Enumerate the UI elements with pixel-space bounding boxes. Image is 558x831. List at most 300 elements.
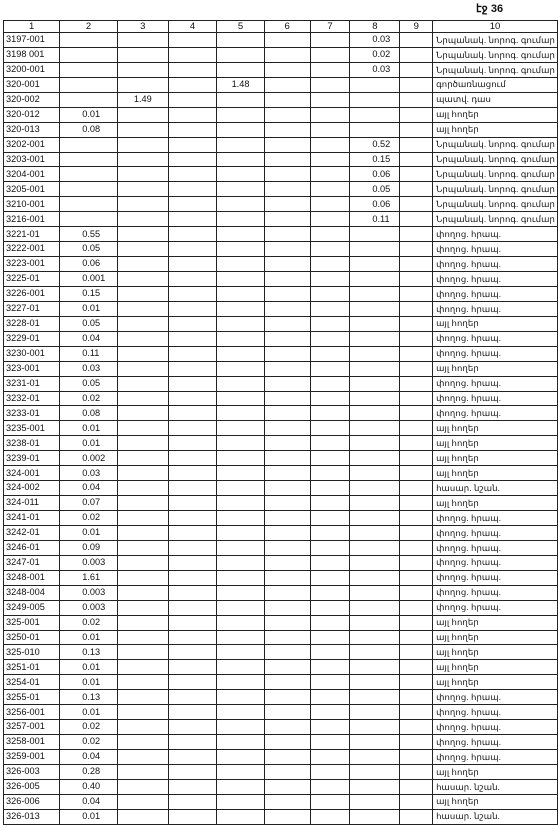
cell-col-3: [117, 764, 168, 779]
cell-col-8: [350, 406, 400, 421]
cell-col-1: 3227-01: [4, 301, 60, 316]
cell-col-3: [117, 525, 168, 540]
cell-col-2: 0.05: [60, 376, 118, 391]
cell-col-2: 0.02: [60, 615, 118, 630]
cell-col-9: [400, 242, 433, 257]
cell-col-10: այլ հողեր: [433, 794, 558, 809]
cell-col-6: [264, 436, 310, 451]
cell-col-2: 0.04: [60, 331, 118, 346]
cell-col-1: 326-013: [4, 809, 60, 824]
cell-col-3: [117, 242, 168, 257]
cell-col-2: 0.02: [60, 720, 118, 735]
cell-col-3: [117, 406, 168, 421]
cell-col-9: [400, 436, 433, 451]
cell-col-7: [310, 615, 350, 630]
cell-col-7: [310, 62, 350, 77]
cell-col-3: [117, 690, 168, 705]
cell-col-5: [217, 585, 264, 600]
cell-col-7: [310, 585, 350, 600]
cell-col-2: [60, 137, 118, 152]
cell-col-3: [117, 809, 168, 824]
cell-col-1: 3249-005: [4, 600, 60, 615]
cell-col-3: [117, 62, 168, 77]
cell-col-8: [350, 630, 400, 645]
cell-col-7: [310, 33, 350, 48]
cell-col-6: [264, 167, 310, 182]
cell-col-1: 323-001: [4, 361, 60, 376]
cell-col-1: 3235-001: [4, 421, 60, 436]
cell-col-10: հասար. նշան.: [433, 779, 558, 794]
column-header-3: 3: [117, 21, 168, 33]
cell-col-9: [400, 525, 433, 540]
cell-col-5: [217, 705, 264, 720]
cell-col-5: [217, 167, 264, 182]
cell-col-2: 0.03: [60, 466, 118, 481]
cell-col-6: [264, 690, 310, 705]
table-row: [4, 242, 558, 257]
cell-col-2: 0.40: [60, 779, 118, 794]
cell-col-3: [117, 615, 168, 630]
cell-col-6: [264, 615, 310, 630]
cell-col-10: Նրպանակ. նորոգ. գումար: [433, 197, 558, 212]
cell-col-8: [350, 286, 400, 301]
cell-col-5: 1.48: [217, 77, 264, 92]
cell-col-5: [217, 122, 264, 137]
cell-col-9: [400, 466, 433, 481]
cell-col-10: այլ հողեր: [433, 107, 558, 122]
cell-col-7: [310, 466, 350, 481]
cell-col-9: [400, 720, 433, 735]
cell-col-6: [264, 361, 310, 376]
cell-col-5: [217, 286, 264, 301]
cell-col-6: [264, 735, 310, 750]
cell-col-2: 0.04: [60, 794, 118, 809]
cell-col-3: [117, 122, 168, 137]
cell-col-2: 0.01: [60, 107, 118, 122]
cell-col-6: [264, 182, 310, 197]
cell-col-7: [310, 301, 350, 316]
cell-col-5: [217, 720, 264, 735]
cell-col-7: [310, 197, 350, 212]
cell-col-6: [264, 242, 310, 257]
cell-col-1: 3246-01: [4, 540, 60, 555]
cell-col-10: փողոց. հրապ.: [433, 272, 558, 287]
cell-col-7: [310, 167, 350, 182]
table-row: [4, 167, 558, 182]
cell-col-4: [168, 436, 217, 451]
cell-col-1: 325-010: [4, 645, 60, 660]
cell-col-2: 0.003: [60, 555, 118, 570]
cell-col-6: [264, 107, 310, 122]
cell-col-6: [264, 272, 310, 287]
cell-col-2: 0.05: [60, 242, 118, 257]
cell-col-6: [264, 540, 310, 555]
cell-col-9: [400, 764, 433, 779]
cell-col-1: 3251-01: [4, 660, 60, 675]
cell-col-3: [117, 197, 168, 212]
cell-col-6: [264, 152, 310, 167]
table-row: [4, 451, 558, 466]
cell-col-2: 0.04: [60, 481, 118, 496]
cell-col-2: 0.28: [60, 764, 118, 779]
cell-col-9: [400, 481, 433, 496]
table-row: [4, 286, 558, 301]
cell-col-7: [310, 555, 350, 570]
cell-col-9: [400, 107, 433, 122]
cell-col-9: [400, 630, 433, 645]
cell-col-3: [117, 481, 168, 496]
cell-col-1: 3242-01: [4, 525, 60, 540]
cell-col-2: 0.07: [60, 496, 118, 511]
cell-col-1: 3238-01: [4, 436, 60, 451]
table-row: [4, 421, 558, 436]
table-row: [4, 361, 558, 376]
cell-col-8: 0.05: [350, 182, 400, 197]
cell-col-3: [117, 391, 168, 406]
table-row: [4, 466, 558, 481]
cell-col-6: [264, 227, 310, 242]
cell-col-5: [217, 600, 264, 615]
cell-col-6: [264, 331, 310, 346]
cell-col-1: 3204-001: [4, 167, 60, 182]
cell-col-2: [60, 212, 118, 227]
cell-col-2: 0.05: [60, 316, 118, 331]
cell-col-1: 3216-001: [4, 212, 60, 227]
column-header-9: 9: [400, 21, 433, 33]
cell-col-9: [400, 376, 433, 391]
cell-col-1: 3233-01: [4, 406, 60, 421]
cell-col-9: [400, 496, 433, 511]
cell-col-1: 3223-001: [4, 257, 60, 272]
table-row: [4, 197, 558, 212]
cell-col-8: [350, 361, 400, 376]
cell-col-8: [350, 809, 400, 824]
cell-col-10: Նրպանակ. նորոգ. գումար: [433, 62, 558, 77]
cell-col-3: [117, 346, 168, 361]
cell-col-2: 0.15: [60, 286, 118, 301]
cell-col-5: [217, 391, 264, 406]
cell-col-9: [400, 540, 433, 555]
cell-col-8: [350, 331, 400, 346]
cell-col-8: [350, 376, 400, 391]
cell-col-7: [310, 137, 350, 152]
cell-col-7: [310, 77, 350, 92]
cell-col-10: այլ հողեր: [433, 630, 558, 645]
cell-col-7: [310, 286, 350, 301]
cell-col-1: 3239-01: [4, 451, 60, 466]
cell-col-5: [217, 227, 264, 242]
cell-col-5: [217, 62, 264, 77]
cell-col-3: [117, 630, 168, 645]
cell-col-10: այլ հողեր: [433, 645, 558, 660]
cell-col-3: [117, 511, 168, 526]
cell-col-2: 0.03: [60, 361, 118, 376]
cell-col-9: [400, 555, 433, 570]
cell-col-4: [168, 197, 217, 212]
cell-col-2: [60, 167, 118, 182]
cell-col-1: 326-005: [4, 779, 60, 794]
cell-col-6: [264, 47, 310, 62]
cell-col-10: այլ հողեր: [433, 361, 558, 376]
cell-col-4: [168, 555, 217, 570]
cell-col-4: [168, 62, 217, 77]
cell-col-2: 0.09: [60, 540, 118, 555]
table-row: [4, 47, 558, 62]
table-row: [4, 301, 558, 316]
cell-col-6: [264, 257, 310, 272]
cell-col-8: 0.11: [350, 212, 400, 227]
cell-col-7: [310, 481, 350, 496]
cell-col-10: փողոց. հրապ.: [433, 406, 558, 421]
cell-col-10: փողոց. հրապ.: [433, 735, 558, 750]
cell-col-7: [310, 690, 350, 705]
cell-col-6: [264, 794, 310, 809]
cell-col-4: [168, 645, 217, 660]
cell-col-6: [264, 750, 310, 765]
column-header-7: 7: [310, 21, 350, 33]
table-row: [4, 809, 558, 824]
cell-col-2: [60, 152, 118, 167]
cell-col-3: [117, 316, 168, 331]
cell-col-6: [264, 496, 310, 511]
table-row: [4, 391, 558, 406]
table-row: [4, 555, 558, 570]
cell-col-3: [117, 212, 168, 227]
cell-col-7: [310, 227, 350, 242]
cell-col-1: 3248-001: [4, 570, 60, 585]
cell-col-8: [350, 570, 400, 585]
cell-col-7: [310, 122, 350, 137]
cell-col-8: [350, 511, 400, 526]
cell-col-10: այլ հողեր: [433, 466, 558, 481]
cell-col-8: [350, 525, 400, 540]
cell-col-4: [168, 33, 217, 48]
table-row: [4, 62, 558, 77]
cell-col-4: [168, 107, 217, 122]
cell-col-1: 3258-001: [4, 735, 60, 750]
cell-col-8: [350, 436, 400, 451]
cell-col-3: [117, 286, 168, 301]
cell-col-6: [264, 466, 310, 481]
cell-col-4: [168, 511, 217, 526]
cell-col-3: [117, 376, 168, 391]
cell-col-5: [217, 525, 264, 540]
cell-col-3: [117, 272, 168, 287]
cell-col-4: [168, 92, 217, 107]
cell-col-2: 0.01: [60, 301, 118, 316]
cell-col-6: [264, 197, 310, 212]
cell-col-10: փողոց. հրապ.: [433, 525, 558, 540]
cell-col-6: [264, 630, 310, 645]
cell-col-8: [350, 675, 400, 690]
cell-col-8: 0.06: [350, 197, 400, 212]
cell-col-4: [168, 720, 217, 735]
cell-col-3: [117, 794, 168, 809]
cell-col-1: 3231-01: [4, 376, 60, 391]
cell-col-4: [168, 809, 217, 824]
cell-col-5: [217, 182, 264, 197]
cell-col-2: 0.01: [60, 660, 118, 675]
cell-col-9: [400, 92, 433, 107]
cell-col-10: գործառնացում: [433, 77, 558, 92]
cell-col-5: [217, 346, 264, 361]
cell-col-9: [400, 794, 433, 809]
cell-col-5: [217, 690, 264, 705]
cell-col-5: [217, 779, 264, 794]
cell-col-5: [217, 511, 264, 526]
header-row: [4, 21, 558, 33]
cell-col-6: [264, 33, 310, 48]
cell-col-4: [168, 122, 217, 137]
land-parcel-table: [3, 20, 558, 825]
cell-col-4: [168, 257, 217, 272]
cell-col-10: այլ հողեր: [433, 615, 558, 630]
cell-col-4: [168, 167, 217, 182]
cell-col-3: 1.49: [117, 92, 168, 107]
cell-col-8: [350, 585, 400, 600]
cell-col-5: [217, 481, 264, 496]
cell-col-8: 0.06: [350, 167, 400, 182]
cell-col-8: [350, 316, 400, 331]
cell-col-7: [310, 421, 350, 436]
cell-col-6: [264, 406, 310, 421]
cell-col-6: [264, 316, 310, 331]
cell-col-8: [350, 660, 400, 675]
cell-col-2: 1.61: [60, 570, 118, 585]
cell-col-10: փողոց. հրապ.: [433, 555, 558, 570]
cell-col-8: [350, 555, 400, 570]
cell-col-4: [168, 540, 217, 555]
cell-col-3: [117, 107, 168, 122]
cell-col-5: [217, 361, 264, 376]
cell-col-7: [310, 540, 350, 555]
cell-col-2: 0.13: [60, 690, 118, 705]
cell-col-7: [310, 331, 350, 346]
table-row: [4, 660, 558, 675]
cell-col-2: 0.55: [60, 227, 118, 242]
cell-col-8: [350, 645, 400, 660]
column-header-4: 4: [168, 21, 217, 33]
cell-col-1: 325-001: [4, 615, 60, 630]
cell-col-5: [217, 675, 264, 690]
cell-col-5: [217, 630, 264, 645]
cell-col-5: [217, 376, 264, 391]
cell-col-3: [117, 331, 168, 346]
cell-col-9: [400, 301, 433, 316]
cell-col-5: [217, 496, 264, 511]
cell-col-10: այլ հողեր: [433, 496, 558, 511]
cell-col-10: փողոց. հրապ.: [433, 705, 558, 720]
cell-col-2: 0.01: [60, 525, 118, 540]
table-row: [4, 376, 558, 391]
table-row: [4, 720, 558, 735]
cell-col-6: [264, 645, 310, 660]
cell-col-7: [310, 376, 350, 391]
cell-col-5: [217, 212, 264, 227]
cell-col-4: [168, 705, 217, 720]
cell-col-4: [168, 764, 217, 779]
cell-col-7: [310, 272, 350, 287]
cell-col-4: [168, 272, 217, 287]
cell-col-1: 326-003: [4, 764, 60, 779]
table-row: [4, 540, 558, 555]
cell-col-5: [217, 301, 264, 316]
cell-col-1: 3256-001: [4, 705, 60, 720]
cell-col-10: այլ հողեր: [433, 316, 558, 331]
cell-col-6: [264, 286, 310, 301]
cell-col-8: [350, 227, 400, 242]
cell-col-7: [310, 764, 350, 779]
cell-col-6: [264, 600, 310, 615]
cell-col-7: [310, 570, 350, 585]
cell-col-8: [350, 540, 400, 555]
column-header-5: 5: [217, 21, 264, 33]
cell-col-5: [217, 316, 264, 331]
cell-col-5: [217, 451, 264, 466]
cell-col-6: [264, 720, 310, 735]
cell-col-2: 0.13: [60, 645, 118, 660]
table-row: [4, 779, 558, 794]
cell-col-3: [117, 466, 168, 481]
cell-col-10: պատվ. դաս: [433, 92, 558, 107]
cell-col-7: [310, 361, 350, 376]
cell-col-10: փողոց. հրապ.: [433, 585, 558, 600]
cell-col-2: 0.02: [60, 391, 118, 406]
table-row: [4, 77, 558, 92]
cell-col-8: [350, 720, 400, 735]
cell-col-1: 3250-01: [4, 630, 60, 645]
cell-col-5: [217, 750, 264, 765]
cell-col-1: 3203-001: [4, 152, 60, 167]
table-row: [4, 630, 558, 645]
cell-col-2: 0.003: [60, 600, 118, 615]
cell-col-5: [217, 466, 264, 481]
cell-col-1: 3254-01: [4, 675, 60, 690]
cell-col-8: [350, 122, 400, 137]
cell-col-7: [310, 511, 350, 526]
cell-col-10: փողոց. հրապ.: [433, 242, 558, 257]
cell-col-4: [168, 152, 217, 167]
cell-col-10: Նրպանակ. նորոգ. գումար: [433, 167, 558, 182]
cell-col-8: [350, 77, 400, 92]
cell-col-8: [350, 779, 400, 794]
cell-col-4: [168, 331, 217, 346]
cell-col-8: 0.03: [350, 33, 400, 48]
cell-col-1: 326-006: [4, 794, 60, 809]
cell-col-9: [400, 660, 433, 675]
cell-col-5: [217, 555, 264, 570]
cell-col-4: [168, 481, 217, 496]
cell-col-9: [400, 361, 433, 376]
cell-col-5: [217, 331, 264, 346]
cell-col-4: [168, 137, 217, 152]
cell-col-1: 3241-01: [4, 511, 60, 526]
cell-col-8: [350, 466, 400, 481]
cell-col-9: [400, 735, 433, 750]
cell-col-5: [217, 570, 264, 585]
cell-col-4: [168, 615, 217, 630]
cell-col-6: [264, 555, 310, 570]
table-row: [4, 675, 558, 690]
table-row: [4, 92, 558, 107]
cell-col-5: [217, 406, 264, 421]
cell-col-7: [310, 316, 350, 331]
cell-col-4: [168, 47, 217, 62]
cell-col-3: [117, 137, 168, 152]
cell-col-4: [168, 466, 217, 481]
cell-col-1: 320-012: [4, 107, 60, 122]
cell-col-1: 324-011: [4, 496, 60, 511]
